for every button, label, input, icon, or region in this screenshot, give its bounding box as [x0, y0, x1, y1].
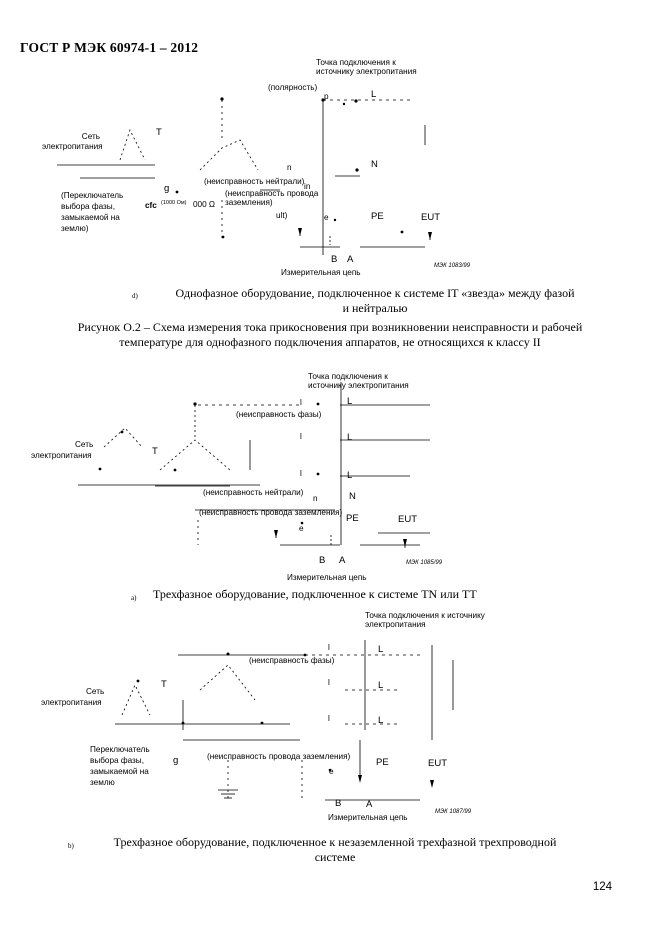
transformer-label-a: T	[152, 446, 158, 457]
L-label-d: L	[371, 89, 377, 100]
connection-point-label-a: Точка подключения к источнику электропитания	[308, 372, 409, 390]
ult-label: ult)	[276, 211, 288, 220]
supply-label-b-2: электропитания	[41, 698, 102, 707]
A-label-b: A	[366, 799, 373, 810]
g-label-d: g	[164, 183, 170, 194]
measuring-label-d: Измерительная цепь	[281, 268, 361, 277]
measuring-label-a: Измерительная цепь	[287, 573, 367, 582]
l2-label-a: l	[300, 432, 302, 441]
L2-label-a: L	[347, 432, 353, 443]
caption-d: Однофазное оборудование, подключенное к системе IT «звезда» между фазой и нейтралью	[175, 286, 575, 315]
ref-label-b: МЭК 1087/99	[435, 809, 472, 815]
sub-label-b: b)	[68, 842, 74, 850]
l3-label-b: l	[328, 714, 330, 723]
transformer-label-b: T	[161, 679, 167, 690]
EUT-label-a: EUT	[398, 514, 417, 525]
L3-label-b: L	[378, 715, 384, 726]
supply-label-a-2: электропитания	[31, 451, 92, 460]
B-label-d: B	[331, 254, 338, 265]
phase-fault-label-a: (неисправность фазы)	[236, 410, 322, 419]
supply-label-a-1: Сеть	[75, 440, 94, 449]
A-label-d: A	[347, 254, 354, 265]
earth-fault-label-a: (неисправность провода заземления)	[199, 508, 343, 517]
PE-label-d: PE	[371, 211, 384, 222]
PE-label-a: PE	[346, 513, 359, 524]
A-label-a: A	[339, 555, 346, 566]
l2-label-b: l	[328, 678, 330, 687]
PE-label-b: PE	[376, 757, 389, 768]
transformer-label-d: T	[156, 127, 162, 138]
EUT-label-d: EUT	[421, 212, 440, 223]
EUT-label-b: EUT	[428, 758, 447, 769]
B-label-a: B	[319, 555, 326, 566]
switch-label-d: (Переключатель выбора фазы, замыкаемой на землю)	[61, 191, 124, 233]
L1-label-a: L	[347, 396, 353, 407]
e-label-d: e	[324, 213, 329, 222]
polarity-label: (полярность)	[268, 83, 318, 92]
caption-a: Трехфазное оборудование, подключенное к системе TN или TT	[153, 587, 477, 601]
earth-fault-label-d: (неисправность провода заземления)	[225, 189, 319, 207]
supply-label-d: Сеть	[81, 132, 100, 141]
B-label-b: B	[335, 798, 342, 809]
document-header: ГОСТ Р МЭК 60974-1 – 2012	[20, 40, 199, 55]
measuring-label-b: Измерительная цепь	[328, 813, 408, 822]
page-number: 124	[592, 881, 612, 893]
ohm-small-label: (1000 Ом)	[161, 200, 187, 206]
sub-label-a: a)	[131, 594, 137, 602]
neutral-fault-label-d: (неисправность нейтрали)	[204, 177, 305, 186]
L1-label-b: L	[378, 644, 384, 655]
L3-label-a: L	[347, 470, 353, 481]
N-label-a: N	[349, 491, 356, 502]
connection-point-label-b: Точка подключения к источнику электропитания	[365, 611, 485, 629]
ref-label-a: МЭК 1085/99	[406, 560, 443, 566]
L2-label-b: L	[378, 680, 384, 691]
caption-b: Трехфазное оборудование, подключенное к незаземленной трехфазной трехпроводной системе	[113, 835, 557, 864]
supply-label-d-2: электропитания	[42, 142, 103, 151]
ref-label-d: МЭК 1083/99	[434, 263, 471, 269]
connection-point-label-d: Точка подключения к источнику электропитания	[316, 58, 417, 76]
p-label: p	[324, 92, 329, 101]
neutral-fault-label-a: (неисправность нейтрали)	[203, 488, 304, 497]
e-label-b: e	[329, 767, 334, 776]
phase-fault-label-b: (неисправность фазы)	[249, 656, 335, 665]
n-label-d: n	[287, 163, 292, 172]
N-label-d: N	[371, 159, 378, 170]
figure-title: Рисунок О.2 – Схема измерения тока прикосновения при возникновении неисправности и рабочей температуре для однофазного подключения аппаратов, не относящихся к классу II	[77, 320, 583, 349]
g-label-b: g	[173, 755, 179, 766]
e-label-a: e	[299, 524, 304, 533]
in-label: in	[304, 182, 311, 191]
ohm-label: 000 Ω	[193, 200, 216, 209]
sub-label-d: d)	[132, 292, 138, 300]
switch-label-b: Переключатель выбора фазы, замыкаемой на землю	[90, 745, 150, 787]
l3-label-a: l	[300, 469, 302, 478]
n-label-a: n	[313, 494, 318, 503]
earth-fault-label-b: (неисправность провода заземления)	[207, 752, 351, 761]
cfc-label: cfc	[145, 201, 157, 210]
l1-label-b: l	[328, 643, 330, 652]
supply-label-b-1: Сеть	[86, 687, 105, 696]
l1-label-a: l	[300, 398, 302, 407]
